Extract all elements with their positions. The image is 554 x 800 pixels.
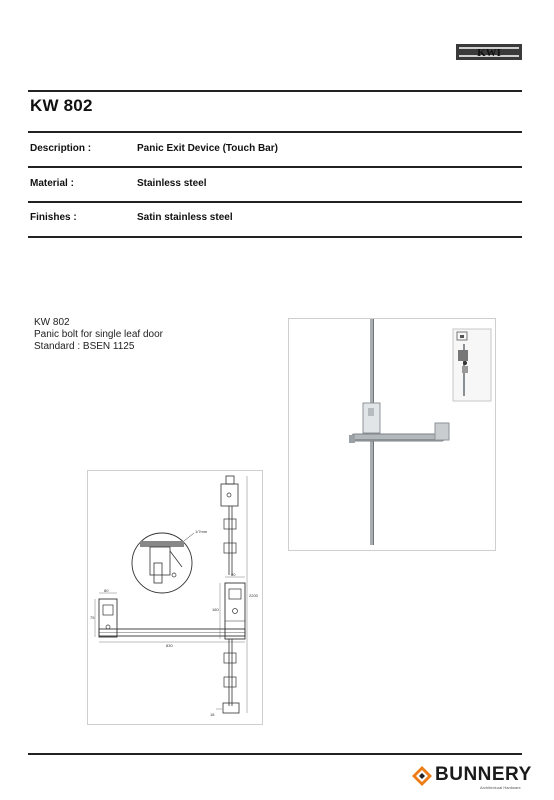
finishes-label: Finishes : — [30, 212, 77, 223]
footer-brand: BUNNERY — [435, 764, 532, 785]
footer-tagline: Architectural Hardware — [480, 785, 521, 790]
svg-text:80: 80 — [104, 588, 109, 593]
rule-material — [28, 201, 522, 203]
svg-text:160: 160 — [212, 607, 219, 612]
material-label: Material : — [30, 178, 74, 189]
svg-text:80: 80 — [231, 572, 236, 577]
caption-model: KW 802 — [34, 317, 70, 328]
description-value: Panic Exit Device (Touch Bar) — [137, 143, 278, 154]
finishes-value: Satin stainless steel — [137, 212, 233, 223]
rule-footer — [28, 753, 522, 755]
material-value: Stainless steel — [137, 178, 207, 189]
product-photo — [288, 318, 496, 551]
product-title: KW 802 — [30, 96, 93, 115]
technical-drawing — [87, 470, 263, 725]
brand-logo — [456, 44, 522, 60]
rule-top — [28, 90, 522, 92]
product-caption — [34, 317, 163, 353]
rule-title — [28, 131, 522, 133]
svg-text:1/7mm: 1/7mm — [195, 529, 208, 534]
caption-usage: Panic bolt for single leaf door — [34, 329, 163, 340]
svg-text:830: 830 — [166, 643, 173, 648]
svg-text:2200: 2200 — [249, 593, 258, 598]
description-label: Description : — [30, 143, 92, 154]
rule-description — [28, 166, 522, 168]
svg-text:18: 18 — [210, 712, 215, 717]
svg-text:75: 75 — [90, 615, 95, 620]
caption-standard: Standard : BSEN 1125 — [34, 341, 135, 352]
rule-finishes — [28, 236, 522, 238]
bunnery-logo-icon — [411, 765, 433, 787]
svg-text:KWI: KWI — [477, 47, 501, 59]
